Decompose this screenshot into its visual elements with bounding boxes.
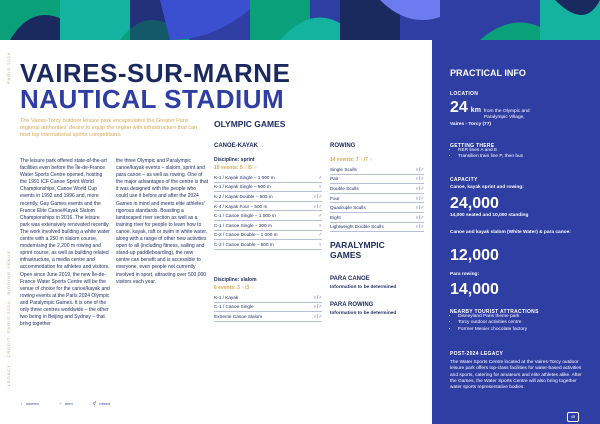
table-row	[214, 231, 322, 241]
table-row	[330, 213, 424, 223]
table-row	[214, 240, 322, 250]
row-label: Lightweight Double Sculls	[330, 224, 384, 230]
distance-text: from the Olympic and Paralympic Village,	[483, 109, 530, 121]
sprint-events	[214, 165, 322, 171]
para-canoe-title: PARA CANOE	[330, 276, 370, 282]
olympic-games-title: OLYMPIC GAMES	[214, 119, 286, 129]
para-canoe-info: Information to be determined	[330, 285, 397, 290]
legend-men	[59, 401, 73, 406]
row-label: K-1 / Kayak Single – 1 000 m	[214, 174, 275, 180]
legend-men-label: men	[64, 401, 73, 406]
row-label: C-1 / Canoe Single – 200 m	[214, 222, 272, 228]
paralympic-title	[330, 240, 385, 260]
gender-icon: ♀/♂	[415, 176, 424, 183]
page-number: 45	[567, 412, 579, 422]
list-item: • Torcy outdoor activities centre	[458, 320, 527, 326]
women-icon: ♀	[20, 401, 23, 406]
gender-icon: ♀/♂	[415, 214, 424, 221]
slalom-events-split: 3 ♀/3 ♂	[237, 285, 255, 291]
slalom-capacity-label: Canoe and kayak slalom (White Water) & para canoe:	[450, 230, 571, 235]
gender-icon: ♀/♂	[415, 224, 424, 231]
body-column-1: The leisure park offered state-of-the-art facilities even before the Île-de-France Water Sports Centre opened, hosting the 1991 ICF Canoe Sprint World Championships, Canoe World Cup events in 1992 and 1996 and, more recently, Gay Games events and the France Elite Canoe/Kayak Slalom Championships in 2016. The leisure park was extensively renovated recently. The work involved building a white water centre with a 250 m slalom course, modernising the 2,200 m rowing and sprint course, as well as building related infrastructure, a media centre and accommodation for athletes and visitors. Open since June 2019, the new Île-de-France Water Sports Centre will be the venue of choice for the canoe/kayak and rowing events at the Paris 2024 Olympic and Paralympic Games. It is one of the only three centres worldwide – the other two being in Beijing and Sydney – that bring together	[20, 158, 110, 328]
gender-icon: ♀/♂	[415, 185, 424, 192]
gender-icon: ♂	[318, 174, 322, 181]
para-rowing-capacity-big: 14,000	[450, 281, 499, 298]
slalom-events-count: 6 events:	[214, 285, 236, 291]
slalom-events	[214, 285, 322, 291]
table-row	[214, 293, 322, 303]
location-label: LOCATION	[450, 91, 479, 97]
slalom-capacity-big: 12,000	[450, 247, 499, 264]
getting-there-label: GETTING THERE	[450, 143, 495, 149]
page-title: VAIRES-SUR-MARNE	[20, 58, 291, 88]
side-label-top: PARIS 2024	[6, 52, 11, 84]
row-label: Four	[330, 195, 340, 201]
gender-icon: ♀	[318, 222, 322, 229]
row-label: K-2 / Kayak Double – 500 m	[214, 193, 273, 199]
sprint-table	[214, 157, 322, 250]
location-block	[450, 99, 590, 128]
row-label: K-4 / Kayak Four – 500 m	[214, 203, 268, 209]
gender-icon: ♀/♂	[415, 166, 424, 173]
gender-icon: ♀	[318, 184, 322, 191]
nearby-list	[446, 314, 527, 333]
side-label-bottom: LEGACY · CREDIT: PARIS 2024 · BIDDING VENUE	[6, 250, 11, 387]
gender-icon: ♀	[318, 241, 322, 248]
legend-mixed-label: mixed	[99, 401, 110, 406]
para-rowing-title: PARA ROWING	[330, 302, 374, 308]
distance-place: Vaires - Torcy (77)	[450, 121, 491, 127]
table-row	[214, 192, 322, 202]
gender-icon: ♀/♂	[313, 313, 322, 320]
row-label: Extreme Canoe Slalom	[214, 313, 263, 319]
capacity-detail: 14,000 seated and 10,000 standing	[450, 213, 529, 218]
sprint-events-count: 10 events:	[214, 165, 239, 171]
table-row	[330, 223, 424, 233]
row-label: Single Sculls	[330, 166, 357, 172]
row-label: C-2 / Canoe Double – 500 m	[214, 241, 274, 247]
gender-icon: ♀/♂	[313, 203, 322, 210]
rowing-events-count: 14 events:	[330, 157, 355, 163]
table-row	[214, 221, 322, 231]
men-icon: ♂	[58, 401, 62, 406]
table-row	[214, 312, 322, 322]
gender-icon: ♀/♂	[415, 205, 424, 212]
table-row	[330, 175, 424, 185]
paralympic-title-line2: GAMES	[330, 250, 362, 260]
para-rowing-capacity-label: Para rowing:	[450, 272, 480, 277]
legacy-label: POST-2024 LEGACY	[450, 351, 504, 357]
row-label: C-1 / Canoe Single	[214, 304, 254, 310]
row-label: Pair	[330, 176, 339, 182]
table-row	[214, 303, 322, 313]
canoe-kayak-title: CANOE-KAYAK	[214, 143, 258, 149]
table-row	[214, 202, 322, 212]
para-rowing-info: Information to be determined	[330, 311, 397, 316]
rowing-title: ROWING	[330, 143, 356, 149]
gender-icon: ♀/♂	[313, 304, 322, 311]
gender-legend	[20, 401, 110, 406]
rowing-rows	[330, 165, 424, 232]
slalom-rows	[214, 293, 322, 322]
gender-icon: ♀/♂	[313, 193, 322, 200]
table-row	[214, 183, 322, 193]
decorative-banner	[0, 0, 600, 40]
capacity-sub: Canoe, kayak sprint and rowing:	[450, 185, 524, 190]
legend-mixed	[93, 401, 110, 406]
distance-unit: km	[470, 107, 481, 114]
list-item: • Disneyland Paris theme park	[458, 314, 527, 320]
rowing-events-split: 7 ♀/7 ♂	[355, 157, 374, 163]
gender-icon: ♀/♂	[313, 294, 322, 301]
nearby-label: NEARBY TOURIST ATTRACTIONS	[450, 309, 539, 315]
sprint-rows	[214, 173, 322, 250]
sprint-heading: Discipline: sprint	[214, 157, 255, 163]
paralympic-title-line1: PARALYMPIC	[330, 240, 385, 250]
intro-paragraph: The Vaires-Torcy outdoor leisure park encapsulates the Greater Paris regional authorities' desire to equip the region with infrastructure that can host top international sports competitions.	[20, 118, 198, 139]
row-label: C-1 / Canoe Single – 1 000 m	[214, 213, 276, 219]
table-row	[330, 165, 424, 175]
capacity-big: 24,000	[450, 195, 499, 212]
row-label: C-2 / Canoe Double – 1 000 m	[214, 232, 278, 238]
table-row	[214, 173, 322, 183]
gender-icon: ♂	[318, 213, 322, 220]
table-row	[330, 203, 424, 213]
body-column-2: the three Olympic and Paralympic canoe/kayak events – slalom, sprint and para canoe – as well as rowing. One of the major advantages of the centre is that it was designed with the people who could use it before and after the 2024 Games in mind and meets elite athletes' rigorous standards. Boasting a landscaped river section as well as a training river for people to learn how to canoe, kayak, raft or swim in white water, along with a range of other new activities open to all (including fitness, sailing and stand-up paddleboarding), the new centre can benefit and is accessible to everyone, even people not currently involved in sport, attracting over 500,000 visitors each year.	[116, 158, 208, 285]
distance-value: 24	[450, 99, 468, 116]
legend-women	[20, 401, 39, 406]
mixed-icon: ⚥	[92, 401, 97, 406]
table-row	[330, 194, 424, 204]
legacy-text: The Water Sports Centre located at the Vaires-Torcy outdoor leisure park offers top-class facilities for water-based activities and sports, catering for amateurs and elite athletes alike. After the Games, the Water Sports Centre will also bring together water sports representative bodies.	[450, 360, 582, 391]
table-row	[214, 211, 322, 221]
getting-there-list	[446, 148, 523, 161]
row-label: K-1 / Kayak	[214, 294, 239, 300]
row-label: Quadruple Sculls	[330, 205, 366, 211]
list-item: • RER lines A and E	[458, 148, 523, 154]
rowing-events	[330, 157, 424, 163]
capacity-label: CAPACITY	[450, 177, 478, 183]
row-label: K-1 / Kayak Single – 500 m	[214, 184, 271, 190]
row-label: Eight	[330, 214, 341, 220]
sprint-events-split: 5 ♀/5 ♂	[239, 165, 258, 171]
gender-icon: ♀/♂	[415, 195, 424, 202]
list-item: • Transilien train line P, then bus	[458, 154, 523, 160]
list-item: • Former Menier chocolate factory	[458, 327, 527, 333]
gender-icon: ♂	[318, 232, 322, 239]
rowing-table	[330, 157, 424, 232]
practical-info-title: PRACTICAL INFO	[450, 68, 526, 78]
slalom-heading: Discipline: slalom	[214, 277, 257, 283]
table-row	[330, 184, 424, 194]
slalom-table	[214, 277, 322, 322]
page-subtitle: NAUTICAL STADIUM	[20, 84, 285, 114]
row-label: Double Sculls	[330, 185, 359, 191]
legend-women-label: women	[26, 401, 39, 406]
